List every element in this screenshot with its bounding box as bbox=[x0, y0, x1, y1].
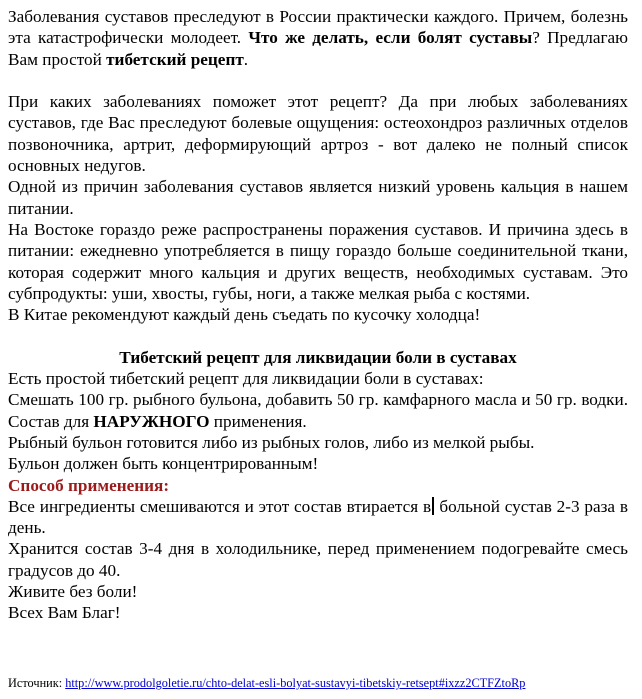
recipe-paragraph-7: Живите без боли! bbox=[8, 582, 138, 602]
intro-paragraph-3: Одной из причин заболевания суставов является низкий уровень кальция в нашем питании. bbox=[8, 177, 628, 218]
recipe-paragraph-1: Есть простой тибетский рецепт для ликвидации боли в суставах: bbox=[8, 369, 484, 389]
source-label: Источник: bbox=[8, 676, 66, 690]
recipe-paragraph-8: Всех Вам Благ! bbox=[8, 603, 121, 623]
intro-paragraph-4: На Востоке гораздо реже распространены поражения суставов. И причина здесь в питании: ежедневно употребляется в пищу гораздо больше соединительной ткани, которая содержит много кальция и других веществ, необходимых суставам. Это субпродукты: уши, хвосты, губы, ноги, а также мелкая рыба с костями. bbox=[8, 219, 628, 303]
bold-recipe-name: тибетский рецепт bbox=[106, 49, 244, 69]
source-link[interactable]: http://www.prodolgoletie.ru/chto-delat-esli-bolyat-sustavyi-tibetskiy-retsept#ixzz2CTFZtoRp bbox=[65, 676, 526, 690]
recipe-paragraph-5[interactable] bbox=[8, 496, 628, 539]
method-label: Способ применения: bbox=[8, 475, 170, 495]
source-line bbox=[8, 676, 525, 690]
bold-question: Что же делать, если болят суставы bbox=[248, 28, 533, 48]
bold-external: НАРУЖНОГО bbox=[93, 411, 210, 431]
recipe-paragraph-4: Бульон должен быть концентрированным! bbox=[8, 454, 319, 474]
recipe-text: Все ингредиенты смешиваются и этот состав втирается в bbox=[8, 496, 432, 516]
intro-text: ? Предлагаю Вам простой bbox=[8, 28, 628, 69]
recipe-text: Смешать 100 гр. рыбного бульона, добавить 50 гр. камфарного масла и 50 гр. водки. Состав для bbox=[8, 390, 628, 431]
intro-paragraph-2: При каких заболеваниях поможет этот рецепт? Да при любых заболеваниях суставов, где Вас преследуют болевые ощущения: остеохондроз различных отделов позвоночника, артрит, деформирующий артроз - вот далеко не полный список основных недугов. bbox=[8, 92, 628, 176]
article-body bbox=[8, 6, 628, 624]
intro-text: . bbox=[243, 49, 249, 69]
intro-paragraph-5: В Китае рекомендуют каждый день съедать по кусочку холодца! bbox=[8, 305, 481, 325]
recipe-text: применения. bbox=[209, 411, 307, 431]
recipe-paragraph-6: Хранится состав 3-4 дня в холодильнике, перед применением подогревайте смесь градусов до 40. bbox=[8, 539, 628, 580]
text-cursor bbox=[432, 497, 434, 515]
recipe-text: больной сустав 2-3 раза в день. bbox=[8, 496, 628, 538]
recipe-heading: Тибетский рецепт для ликвидации боли в суставах bbox=[119, 347, 517, 367]
intro-text: Заболевания суставов преследуют в России практически каждого. Причем, болезнь эта катастрофически молодеет. bbox=[8, 7, 628, 48]
recipe-paragraph-3: Рыбный бульон готовится либо из рыбных голов, либо из мелкой рыбы. bbox=[8, 432, 535, 452]
recipe-paragraph-2 bbox=[8, 389, 628, 432]
intro-paragraph-1 bbox=[8, 6, 628, 70]
